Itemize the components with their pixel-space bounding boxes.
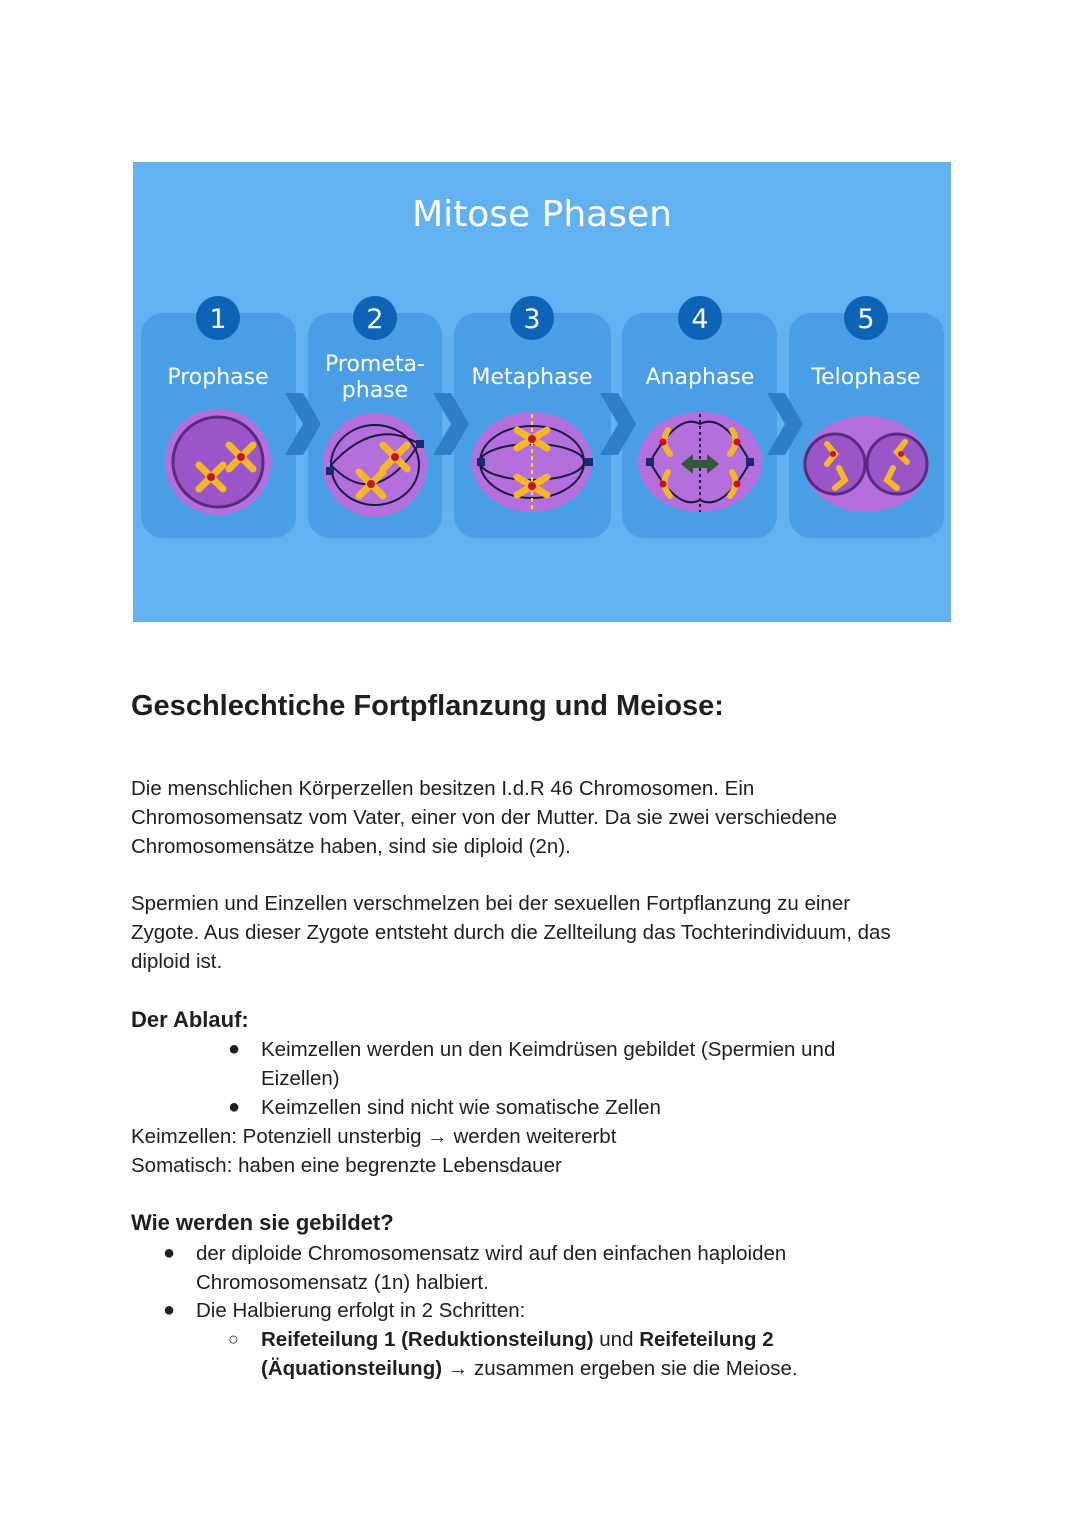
phase-number-1: 1	[209, 304, 227, 335]
paragraph-line: Spermien und Einzellen verschmelzen bei der sexuellen Fortpflanzung zu einer	[131, 892, 851, 915]
paragraph-line: Chromosomensatz vom Vater, einer von der Mutter. Da sie zwei verschiedene	[131, 806, 838, 829]
list-item	[261, 1035, 835, 1093]
circle-bullet-icon: ○	[228, 1329, 239, 1349]
phase-label-4: Anaphase	[645, 365, 755, 390]
list-item-line: Keimzellen werden un den Keimdrüsen gebildet (Spermien und	[261, 1038, 836, 1061]
phase-number-3: 3	[523, 304, 541, 335]
sub-list-item	[261, 1325, 798, 1383]
paragraph-line: Chromosomensätze haben, sind sie diploid (2n).	[131, 835, 571, 858]
prometaphase-cell-illustration	[323, 413, 427, 517]
list-item-line: der diploide Chromosomensatz wird auf den einfachen haploiden	[196, 1242, 787, 1265]
bold-term: (Äquationsteilung)	[261, 1357, 443, 1380]
anaphase-cell-illustration	[638, 412, 762, 512]
phase-number-2: 2	[366, 304, 384, 335]
list-item: Keimzellen sind nicht wie somatische Zellen	[261, 1096, 661, 1119]
somatisch-line: Somatisch: haben eine begrenzte Lebensdauer	[131, 1154, 562, 1177]
mitose-phasen-figure	[133, 162, 951, 622]
bullet-dot-icon: ●	[163, 1242, 176, 1264]
result-text: → zusammen ergeben sie die Meiose.	[442, 1357, 798, 1380]
paragraph-line: Zygote. Aus dieser Zygote entsteht durch die Zellteilung das Tochterindividuum, das	[131, 921, 891, 944]
bold-term: Reifeteilung 1 (Reduktionsteilung)	[261, 1328, 594, 1351]
bullet-dot-icon: ●	[228, 1038, 241, 1060]
phase-badge-5	[844, 296, 888, 340]
section-heading: Geschlechtiche Fortpflanzung und Meiose:	[131, 690, 724, 722]
bullet-dot-icon: ●	[228, 1096, 241, 1118]
paragraph-chromosomes	[131, 774, 951, 861]
list-item-line: Chromosomensatz (1n) halbiert.	[196, 1271, 489, 1294]
list-item: Die Halbierung erfolgt in 2 Schritten:	[196, 1299, 526, 1322]
list-item	[196, 1239, 786, 1297]
connector-text: und	[593, 1328, 640, 1351]
phase-badge-2	[353, 296, 397, 340]
figure-title: Mitose Phasen	[412, 194, 672, 235]
bold-term: Reifeteilung 2	[639, 1328, 774, 1351]
phase-badge-1	[196, 296, 240, 340]
phase-label-3: Metaphase	[471, 365, 593, 390]
phase-label-2a: Prometa-	[325, 352, 425, 377]
list-item-line: Eizellen)	[261, 1067, 340, 1090]
paragraph-zygote	[131, 889, 951, 976]
prophase-cell-illustration	[165, 409, 271, 515]
phase-number-4: 4	[691, 304, 709, 335]
phase-badge-4	[678, 296, 722, 340]
ablauf-heading: Der Ablauf:	[131, 1007, 249, 1032]
phase-label-1: Prophase	[167, 365, 269, 390]
phase-label-5: Telophase	[811, 365, 921, 390]
phase-badge-3	[510, 296, 554, 340]
paragraph-line: diploid ist.	[131, 950, 223, 973]
phase-number-5: 5	[857, 304, 875, 335]
bullet-dot-icon: ●	[163, 1299, 176, 1321]
paragraph-line: Die menschlichen Körperzellen besitzen I.d.R 46 Chromosomen. Ein	[131, 777, 755, 800]
gebildet-heading: Wie werden sie gebildet?	[131, 1210, 394, 1235]
keimzellen-line: Keimzellen: Potenziell unsterbig → werden weitererbt	[131, 1125, 617, 1148]
telophase-cell-illustration	[804, 416, 928, 512]
phase-label-2b: phase	[341, 378, 409, 403]
